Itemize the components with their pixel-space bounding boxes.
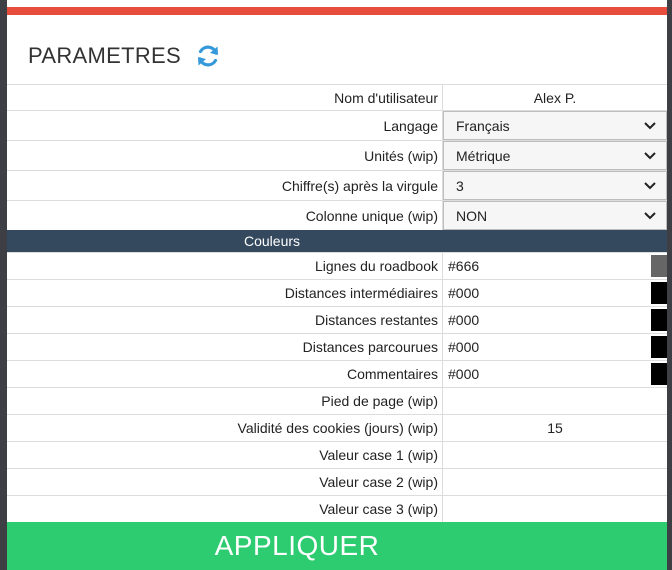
color-value: #000 — [448, 285, 480, 301]
color-input[interactable] — [443, 361, 667, 387]
colors-section-header — [7, 230, 667, 252]
color-row-roadbook-lines — [7, 252, 667, 279]
color-row-intermediate-distances — [7, 279, 667, 306]
decimals-label: Chiffre(s) après la virgule — [7, 171, 443, 200]
language-select[interactable] — [443, 111, 667, 140]
case-3-input[interactable] — [443, 496, 667, 522]
color-row-travelled-distances — [7, 333, 667, 360]
color-value: #666 — [448, 258, 480, 274]
row-case-1 — [7, 441, 667, 468]
chevron-down-icon — [644, 122, 656, 130]
single-column-label: Colonne unique (wip) — [7, 201, 443, 230]
color-row-remaining-distances — [7, 306, 667, 333]
header — [28, 40, 221, 72]
color-label: Distances parcourues — [7, 334, 443, 360]
case-1-input[interactable] — [443, 442, 667, 468]
decimals-select[interactable] — [443, 171, 667, 200]
settings-panel — [7, 0, 667, 570]
page-title: PARAMETRES — [28, 43, 181, 68]
case-2-input[interactable] — [443, 469, 667, 495]
decimals-selected: 3 — [456, 177, 464, 194]
settings-table — [7, 84, 667, 522]
color-input[interactable] — [443, 280, 667, 306]
color-label: Distances intermédiaires — [7, 280, 443, 306]
units-selected: Métrique — [456, 147, 511, 164]
color-swatch[interactable] — [651, 309, 667, 331]
row-units — [7, 140, 667, 170]
apply-button[interactable] — [7, 522, 667, 570]
apply-button-label: APPLIQUER — [214, 530, 380, 561]
color-label: Distances restantes — [7, 307, 443, 333]
color-swatch[interactable] — [651, 255, 667, 277]
row-cookies — [7, 414, 667, 441]
units-label: Unités (wip) — [7, 141, 443, 170]
color-input[interactable] — [443, 307, 667, 333]
color-input[interactable] — [443, 253, 667, 279]
footer-label: Pied de page (wip) — [7, 388, 443, 414]
username-label: Nom d'utilisateur — [7, 85, 443, 110]
row-footer — [7, 387, 667, 414]
single-column-select[interactable] — [443, 201, 667, 230]
color-value: #000 — [448, 339, 480, 355]
chevron-down-icon — [644, 212, 656, 220]
colors-section-title: Couleurs — [243, 233, 301, 249]
row-case-3 — [7, 495, 667, 522]
chevron-down-icon — [644, 152, 656, 160]
language-label: Langage — [7, 111, 443, 140]
accent-bar — [7, 7, 667, 15]
color-value: #000 — [448, 312, 480, 328]
cookies-label: Validité des cookies (jours) (wip) — [7, 415, 443, 441]
color-input[interactable] — [443, 334, 667, 360]
color-label: Lignes du roadbook — [7, 253, 443, 279]
row-single-column — [7, 200, 667, 230]
row-language — [7, 110, 667, 140]
color-row-comments — [7, 360, 667, 387]
color-value: #000 — [448, 366, 480, 382]
case-1-label: Valeur case 1 (wip) — [7, 442, 443, 468]
footer-input[interactable] — [443, 388, 667, 414]
case-2-label: Valeur case 2 (wip) — [7, 469, 443, 495]
row-case-2 — [7, 468, 667, 495]
single-column-selected: NON — [456, 207, 488, 224]
chevron-down-icon — [644, 182, 656, 190]
case-3-label: Valeur case 3 (wip) — [7, 496, 443, 522]
row-username — [7, 84, 667, 110]
username-value: Alex P. — [533, 89, 577, 106]
color-swatch[interactable] — [651, 282, 667, 304]
color-swatch[interactable] — [651, 336, 667, 358]
refresh-icon[interactable] — [195, 43, 221, 69]
color-swatch[interactable] — [651, 363, 667, 385]
color-label: Commentaires — [7, 361, 443, 387]
language-selected: Français — [456, 117, 510, 134]
cookies-input[interactable]: 15 — [547, 420, 563, 436]
row-decimals — [7, 170, 667, 200]
units-select[interactable] — [443, 141, 667, 170]
